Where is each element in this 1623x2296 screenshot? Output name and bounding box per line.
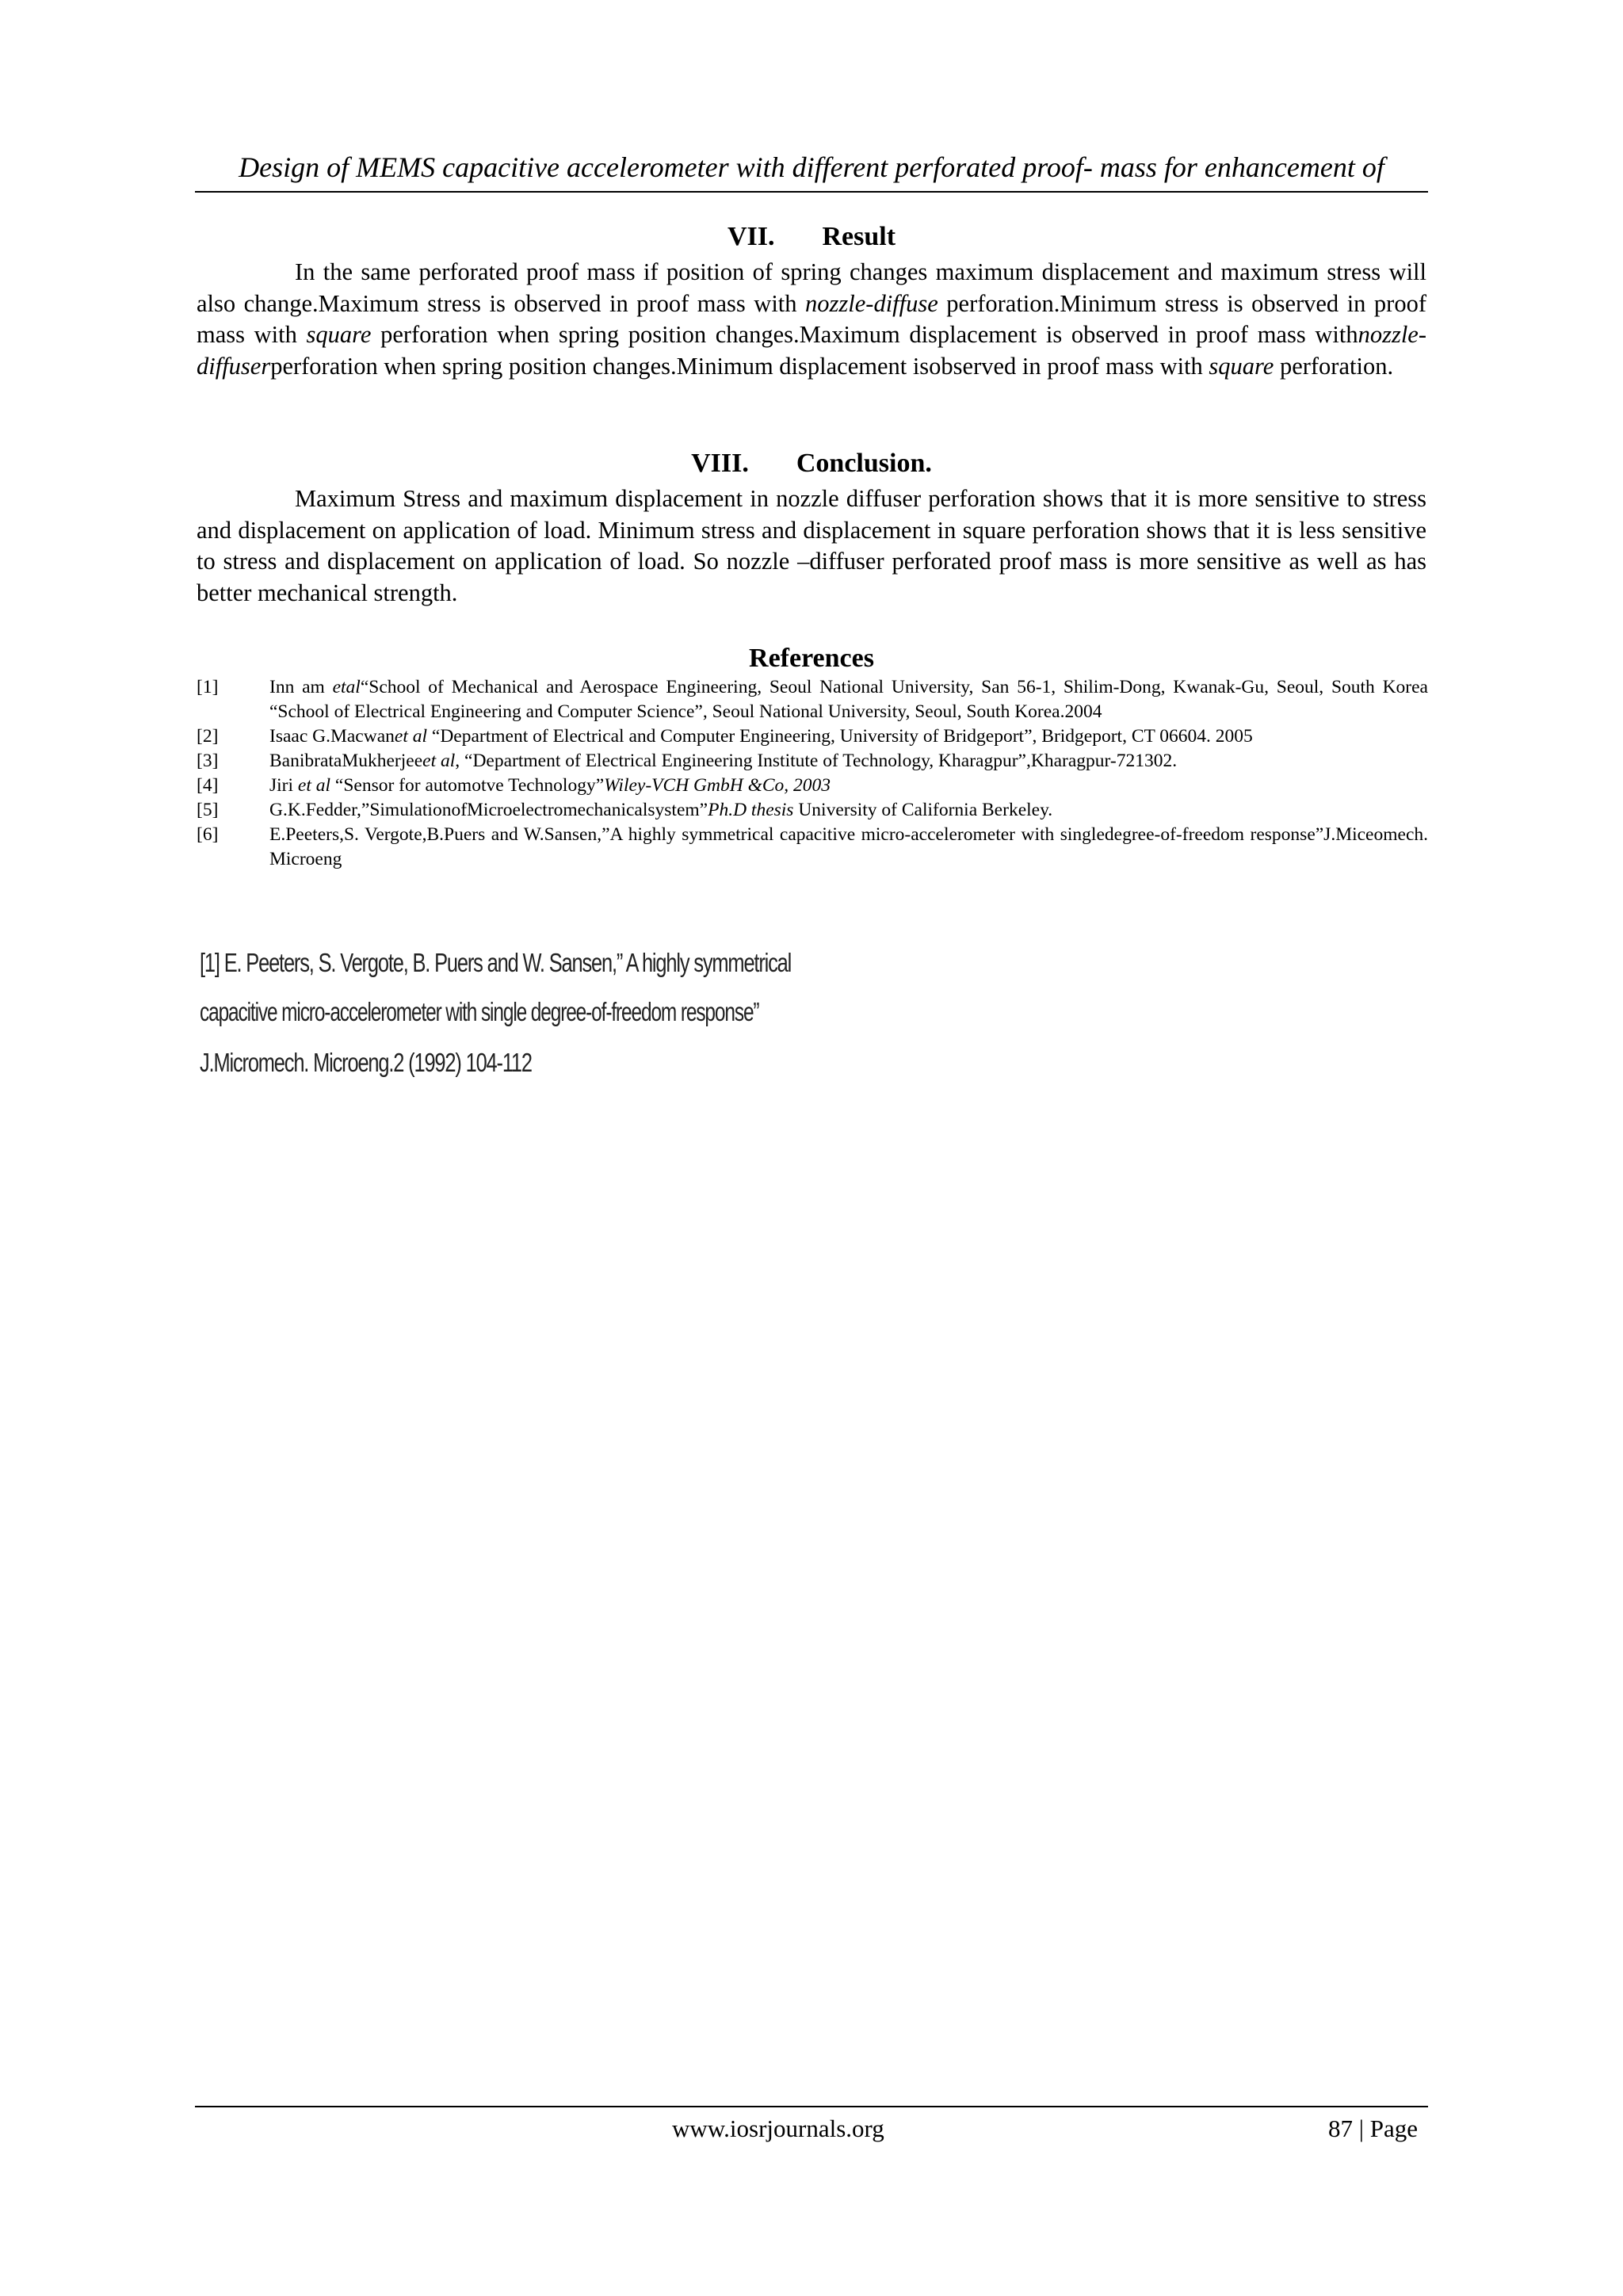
scanned-reference-image	[200, 946, 802, 1091]
footer-url: www.iosrjournals.org	[672, 2115, 884, 2142]
scanned-reference-line: capacitive micro-accelerometer with single degree-of-freedom response”	[200, 997, 759, 1026]
reference-number: [6]	[197, 824, 219, 845]
result-emphasis: nozzle-diffuse	[805, 289, 938, 317]
result-paragraph	[197, 257, 1426, 382]
reference-number: [2]	[197, 726, 219, 747]
result-emphasis: nozzle-diffuser	[197, 321, 1426, 380]
conclusion-paragraph	[197, 483, 1426, 609]
reference-item	[197, 675, 1428, 724]
reference-number: [5]	[197, 800, 219, 820]
section-number: VIII.	[691, 449, 749, 478]
footer-rule	[195, 2106, 1428, 2107]
reference-text: G.K.Fedder,”SimulationofMicroelectromechanicalsystem”Ph.D thesis University of California Berkeley.	[269, 800, 1053, 820]
result-text: perforation when spring position changes.Maximum displacement is observed in proof mass with	[371, 321, 1358, 348]
running-header: Design of MEMS capacitive accelerometer with different perforated proof- mass for enhancement of	[239, 151, 1384, 183]
page-number: 87 | Page	[1328, 2115, 1418, 2142]
reference-item	[197, 798, 1428, 823]
section-title: Result	[822, 222, 896, 251]
reference-item	[197, 749, 1428, 774]
result-emphasis: square	[1209, 352, 1274, 380]
section-number: VII.	[727, 222, 775, 251]
section-heading-conclusion	[195, 449, 1428, 479]
result-emphasis: square	[306, 321, 372, 348]
reference-text: Isaac G.Macwanet al “Department of Electrical and Computer Engineering, University of Bridgeport”, Bridgeport, CT 06604. 2005	[269, 726, 1253, 747]
result-text: In the same perforated proof mass if position of spring changes maximum displacement and maximum stress will also change.Maximum stress is observed in proof mass with	[197, 258, 1426, 317]
scanned-reference-line: [1] E. Peeters, S. Vergote, B. Puers and W. Sansen,” A highly symmetrical	[200, 948, 792, 977]
result-text: perforation.	[1274, 352, 1394, 380]
references-heading: References	[749, 644, 874, 673]
reference-number: [4]	[197, 775, 219, 796]
section-heading-result	[195, 222, 1428, 252]
reference-text: BanibrataMukherjeeet al, “Department of Electrical Engineering Institute of Technology, Kharagpur”,Kharagpur-721302.	[269, 751, 1178, 771]
reference-item	[197, 823, 1428, 872]
reference-list	[197, 675, 1428, 872]
section-title: Conclusion.	[796, 449, 932, 478]
scanned-reference-line: J.Micromech. Microeng.2 (1992) 104-112	[200, 1048, 532, 1077]
header-rule	[195, 191, 1428, 193]
reference-text: Jiri et al “Sensor for automotve Technology”Wiley-VCH GmbH &Co, 2003	[269, 775, 831, 796]
reference-number: [3]	[197, 751, 219, 771]
result-text: perforation when spring position changes.Minimum displacement isobserved in proof mass with	[270, 352, 1209, 380]
result-text: perforation.Minimum stress is observed in proof mass with	[197, 289, 1426, 348]
reference-text: Inn am etal“School of Mechanical and Aerospace Engineering, Seoul National University, San 56-1, Shilim-Dong, Kwanak-Gu, Seoul, South Korea “School of Electrical Engineering and Computer Science”, Seoul National University, Seoul, South Korea.2004	[269, 677, 1428, 722]
conclusion-text: Maximum Stress and maximum displacement in nozzle diffuser perforation shows that it is more sensitive to stress and displacement on application of load. Minimum stress and displacement in square perforation shows that it is less sensitive to stress and displacement on application of load. So nozzle –diffuser perforated proof mass is more sensitive as well as has better mechanical strength.	[197, 485, 1426, 606]
reference-item	[197, 724, 1428, 749]
reference-text: E.Peeters,S. Vergote,B.Puers and W.Sansen,”A highly symmetrical capacitive micro-accelerometer with singledegree-of-freedom response”J.Miceomech. Microeng	[269, 824, 1428, 869]
reference-item	[197, 774, 1428, 798]
reference-number: [1]	[197, 677, 219, 697]
